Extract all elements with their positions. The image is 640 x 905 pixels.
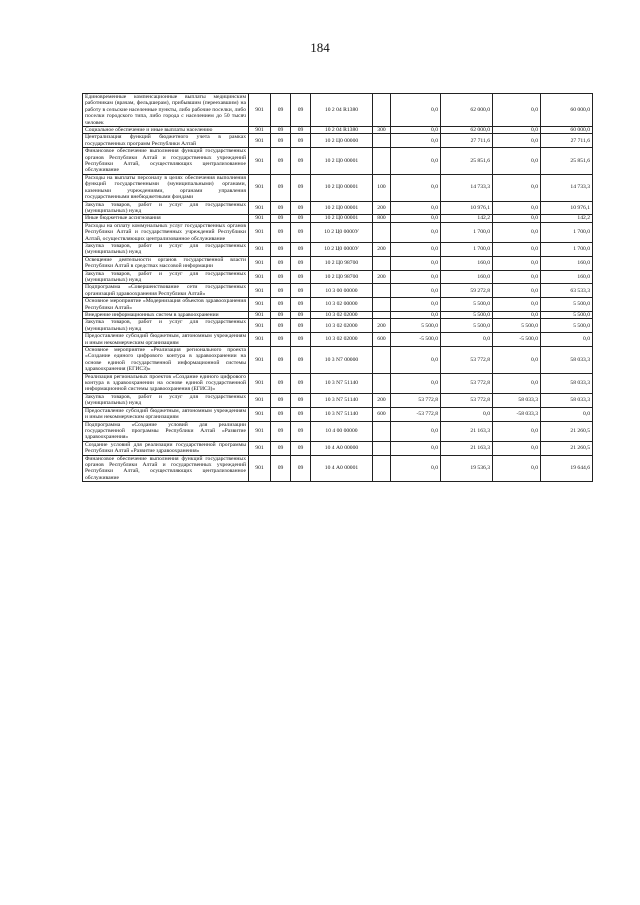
row-target-article-cell: 10 2 Ц0 0000У: [311, 242, 373, 256]
row-name-cell: Реализация региональных проектов «Создание единого цифрового контура в здравоохранении на основе единой государственной информационной системы здравоохранения (ЕГИСЗ)»: [83, 373, 249, 393]
row-expense-type-cell: 200: [373, 270, 391, 284]
row-name-cell: Расходы на выплаты персоналу в целях обеспечения выполнения функций государственными (муниципальными) органами, казенными учреждениями, органами управления государственными внебюджетными фондами: [83, 174, 249, 201]
row-amount-year1-cell: 1 700,0: [441, 222, 493, 242]
row-grbs-cell: 901: [249, 393, 271, 407]
row-change-year1-cell: 0,0: [391, 347, 441, 374]
table-row: [83, 441, 593, 455]
row-name-cell: Социальное обеспечение и иные выплаты населению: [83, 127, 249, 134]
row-name-cell: Закупка товаров, работ и услуг для государственных (муниципальных) нужд: [83, 319, 249, 333]
row-grbs-cell: 901: [249, 134, 271, 148]
row-expense-type-cell: 100: [373, 174, 391, 201]
row-change-year2-cell: 0,0: [493, 284, 541, 298]
row-grbs-cell: 901: [249, 201, 271, 215]
row-section-cell: 09: [271, 333, 291, 347]
row-amount-year1-cell: 0,0: [441, 333, 493, 347]
table-body: [83, 94, 593, 482]
row-expense-type-cell: [373, 421, 391, 441]
table-row: [83, 148, 593, 175]
row-subsection-cell: 09: [291, 242, 311, 256]
row-change-year1-cell: 0,0: [391, 312, 441, 319]
row-change-year2-cell: 0,0: [493, 201, 541, 215]
row-section-cell: 09: [271, 242, 291, 256]
row-amount-year2-cell: 21 260,5: [541, 441, 593, 455]
row-section-cell: 09: [271, 312, 291, 319]
row-name-cell: Основное мероприятие «Реализация регионального проекта «Создание единого цифрового контура в здравоохранении на основе единой государственной информационной системы здравоохранения (ЕГИСЗ)»: [83, 347, 249, 374]
row-section-cell: 09: [271, 201, 291, 215]
table-row: [83, 94, 593, 127]
row-change-year1-cell: 0,0: [391, 242, 441, 256]
row-expense-type-cell: 600: [373, 407, 391, 421]
row-name-cell: Подпрограмма «Создание условий для реализации государственной программы Республики Алтай «Развитие здравоохранения»: [83, 421, 249, 441]
row-target-article-cell: 10 2 Ц0 00000: [311, 134, 373, 148]
row-amount-year1-cell: 53 772,8: [441, 393, 493, 407]
row-name-cell: Закупка товаров, работ и услуг для государственных (муниципальных) нужд: [83, 393, 249, 407]
budget-table: [82, 93, 593, 482]
row-subsection-cell: 09: [291, 421, 311, 441]
row-name-cell: Единовременные компенсационные выплаты медицинским работникам (врачам, фельдшерам), прибывшим (переехавшим) на работу в сельские населенные пункты, либо рабочие поселки, либо поселки городского типа, либо города с населением до 50 тысяч человек: [83, 94, 249, 127]
row-expense-type-cell: [373, 441, 391, 455]
row-section-cell: 09: [271, 94, 291, 127]
row-target-article-cell: 10 4 00 00000: [311, 421, 373, 441]
row-change-year2-cell: 0,0: [493, 174, 541, 201]
row-target-article-cell: 10 3 N7 00000: [311, 347, 373, 374]
row-section-cell: 09: [271, 347, 291, 374]
table-row: [83, 319, 593, 333]
table-row: [83, 455, 593, 482]
row-amount-year1-cell: 21 163,3: [441, 441, 493, 455]
row-expense-type-cell: [373, 284, 391, 298]
row-target-article-cell: 10 2 Ц0 98700: [311, 270, 373, 284]
row-amount-year2-cell: 160,0: [541, 256, 593, 270]
row-section-cell: 09: [271, 298, 291, 312]
row-grbs-cell: 901: [249, 407, 271, 421]
row-name-cell: Закупка товаров, работ и услуг для государственных (муниципальных) нужд: [83, 201, 249, 215]
row-name-cell: Создание условий для реализации государственной программы Республики Алтай «Развитие здравоохранения»: [83, 441, 249, 455]
row-amount-year1-cell: 62 000,0: [441, 127, 493, 134]
row-change-year1-cell: 0,0: [391, 455, 441, 482]
row-subsection-cell: 09: [291, 256, 311, 270]
row-grbs-cell: 901: [249, 94, 271, 127]
row-change-year1-cell: 53 772,8: [391, 393, 441, 407]
row-change-year2-cell: -58 033,3: [493, 407, 541, 421]
row-change-year1-cell: 0,0: [391, 284, 441, 298]
row-grbs-cell: 901: [249, 270, 271, 284]
table-row: [83, 270, 593, 284]
row-change-year1-cell: 0,0: [391, 373, 441, 393]
row-expense-type-cell: 200: [373, 319, 391, 333]
row-section-cell: 09: [271, 373, 291, 393]
row-amount-year2-cell: 60 000,0: [541, 94, 593, 127]
row-change-year1-cell: 0,0: [391, 256, 441, 270]
row-grbs-cell: 901: [249, 127, 271, 134]
row-grbs-cell: 901: [249, 174, 271, 201]
row-change-year1-cell: -53 772,8: [391, 407, 441, 421]
table-row: [83, 256, 593, 270]
table-row: [83, 347, 593, 374]
row-amount-year1-cell: 160,0: [441, 256, 493, 270]
row-expense-type-cell: [373, 455, 391, 482]
row-change-year2-cell: 0,0: [493, 222, 541, 242]
row-name-cell: Закупка товаров, работ и услуг для государственных (муниципальных) нужд: [83, 270, 249, 284]
row-amount-year2-cell: 5 500,0: [541, 312, 593, 319]
row-grbs-cell: 901: [249, 215, 271, 222]
row-change-year1-cell: 0,0: [391, 148, 441, 175]
row-section-cell: 09: [271, 407, 291, 421]
table-row: [83, 222, 593, 242]
row-target-article-cell: 10 2 04 R1380: [311, 127, 373, 134]
row-amount-year2-cell: 0,0: [541, 407, 593, 421]
row-subsection-cell: 09: [291, 148, 311, 175]
row-subsection-cell: 09: [291, 284, 311, 298]
table-row: [83, 134, 593, 148]
row-amount-year1-cell: 27 711,6: [441, 134, 493, 148]
row-grbs-cell: 901: [249, 284, 271, 298]
row-section-cell: 09: [271, 284, 291, 298]
row-change-year2-cell: 0,0: [493, 312, 541, 319]
row-name-cell: Освещение деятельности органов государственной власти Республики Алтай в средствах массовой информации: [83, 256, 249, 270]
row-name-cell: Финансовое обеспечение выполнения функций государственных органов Республики Алтай и государственных учреждений Республики Алтай, осуществляющих централизованное обслуживание: [83, 455, 249, 482]
row-subsection-cell: 09: [291, 373, 311, 393]
row-grbs-cell: 901: [249, 333, 271, 347]
row-section-cell: 09: [271, 148, 291, 175]
row-section-cell: 09: [271, 134, 291, 148]
row-change-year2-cell: 0,0: [493, 455, 541, 482]
page-number: 184: [310, 40, 330, 55]
row-grbs-cell: 901: [249, 148, 271, 175]
row-subsection-cell: 09: [291, 174, 311, 201]
row-grbs-cell: 901: [249, 347, 271, 374]
row-section-cell: 09: [271, 319, 291, 333]
row-name-cell: Централизация функций бюджетного учета в рамках государственных программ Республики Алтай: [83, 134, 249, 148]
row-change-year1-cell: 5 500,0: [391, 319, 441, 333]
row-amount-year1-cell: 21 163,3: [441, 421, 493, 441]
table-row: [83, 421, 593, 441]
row-amount-year1-cell: 5 500,0: [441, 312, 493, 319]
row-grbs-cell: 901: [249, 312, 271, 319]
row-grbs-cell: 901: [249, 298, 271, 312]
row-name-cell: Расходы на оплату коммунальных услуг государственных органов Республики Алтай и государственных учреждений Республики Алтай, осуществляющих централизованное обслуживание: [83, 222, 249, 242]
row-amount-year2-cell: 58 033,3: [541, 373, 593, 393]
row-target-article-cell: 10 3 N7 51140: [311, 393, 373, 407]
row-name-cell: Закупка товаров, работ и услуг для государственных (муниципальных) нужд: [83, 242, 249, 256]
table-row: [83, 284, 593, 298]
row-change-year2-cell: 0,0: [493, 270, 541, 284]
row-section-cell: 09: [271, 222, 291, 242]
row-expense-type-cell: 200: [373, 242, 391, 256]
row-amount-year2-cell: 27 711,6: [541, 134, 593, 148]
row-subsection-cell: 09: [291, 298, 311, 312]
row-subsection-cell: 09: [291, 393, 311, 407]
row-subsection-cell: 09: [291, 319, 311, 333]
row-subsection-cell: 09: [291, 94, 311, 127]
row-target-article-cell: 10 2 Ц0 00001: [311, 148, 373, 175]
row-target-article-cell: 10 3 02 00000: [311, 298, 373, 312]
row-target-article-cell: 10 2 Ц0 00001: [311, 174, 373, 201]
row-change-year1-cell: 0,0: [391, 127, 441, 134]
table-row: [83, 373, 593, 393]
row-name-cell: Финансовое обеспечение выполнения функций государственных органов Республики Алтай и государственных учреждений Республики Алтай, осуществляющих централизованное обслуживание: [83, 148, 249, 175]
table-row: [83, 215, 593, 222]
row-name-cell: Основное мероприятие «Модернизация объектов здравоохранения Республики Алтай»: [83, 298, 249, 312]
row-amount-year1-cell: 62 000,0: [441, 94, 493, 127]
row-expense-type-cell: [373, 298, 391, 312]
table-row: [83, 242, 593, 256]
row-amount-year2-cell: 160,0: [541, 270, 593, 284]
row-amount-year1-cell: 25 851,6: [441, 148, 493, 175]
table-row: [83, 393, 593, 407]
row-subsection-cell: 09: [291, 441, 311, 455]
row-target-article-cell: 10 2 Ц0 00001: [311, 215, 373, 222]
row-subsection-cell: 09: [291, 127, 311, 134]
row-target-article-cell: 10 2 04 R1380: [311, 94, 373, 127]
row-amount-year1-cell: 0,0: [441, 407, 493, 421]
row-target-article-cell: 10 3 02 02000: [311, 333, 373, 347]
row-amount-year2-cell: 19 644,6: [541, 455, 593, 482]
row-change-year2-cell: 0,0: [493, 242, 541, 256]
row-section-cell: 09: [271, 215, 291, 222]
row-grbs-cell: 901: [249, 256, 271, 270]
row-expense-type-cell: [373, 134, 391, 148]
row-change-year1-cell: 0,0: [391, 222, 441, 242]
row-amount-year2-cell: 63 533,3: [541, 284, 593, 298]
row-subsection-cell: 09: [291, 222, 311, 242]
row-amount-year1-cell: 1 700,0: [441, 242, 493, 256]
row-section-cell: 09: [271, 455, 291, 482]
row-change-year1-cell: 0,0: [391, 421, 441, 441]
row-change-year2-cell: 0,0: [493, 127, 541, 134]
row-change-year2-cell: -5 500,0: [493, 333, 541, 347]
row-amount-year2-cell: 1 700,0: [541, 222, 593, 242]
row-change-year1-cell: 0,0: [391, 174, 441, 201]
row-change-year1-cell: 0,0: [391, 441, 441, 455]
row-change-year2-cell: 0,0: [493, 347, 541, 374]
row-target-article-cell: 10 2 Ц0 00001: [311, 201, 373, 215]
row-amount-year1-cell: 10 976,1: [441, 201, 493, 215]
row-target-article-cell: 10 3 00 00000: [311, 284, 373, 298]
row-subsection-cell: 09: [291, 407, 311, 421]
row-subsection-cell: 09: [291, 201, 311, 215]
row-target-article-cell: 10 2 Ц0 98700: [311, 256, 373, 270]
row-target-article-cell: 10 3 N7 51140: [311, 373, 373, 393]
row-change-year2-cell: 58 033,3: [493, 393, 541, 407]
row-expense-type-cell: [373, 222, 391, 242]
row-section-cell: 09: [271, 421, 291, 441]
row-name-cell: Внедрение информационных систем в здравоохранении: [83, 312, 249, 319]
row-expense-type-cell: [373, 347, 391, 374]
row-expense-type-cell: [373, 94, 391, 127]
row-change-year1-cell: 0,0: [391, 270, 441, 284]
table-row: [83, 201, 593, 215]
row-grbs-cell: 901: [249, 242, 271, 256]
row-subsection-cell: 09: [291, 333, 311, 347]
row-subsection-cell: 09: [291, 134, 311, 148]
row-target-article-cell: 10 4 А0 00000: [311, 441, 373, 455]
row-change-year2-cell: 0,0: [493, 94, 541, 127]
row-amount-year1-cell: 160,0: [441, 270, 493, 284]
row-change-year2-cell: 0,0: [493, 298, 541, 312]
row-amount-year2-cell: 58 033,3: [541, 393, 593, 407]
row-change-year2-cell: 0,0: [493, 373, 541, 393]
row-change-year2-cell: 0,0: [493, 421, 541, 441]
row-grbs-cell: 901: [249, 421, 271, 441]
row-section-cell: 09: [271, 174, 291, 201]
row-amount-year1-cell: 53 772,8: [441, 347, 493, 374]
row-section-cell: 09: [271, 441, 291, 455]
row-grbs-cell: 901: [249, 373, 271, 393]
row-change-year1-cell: 0,0: [391, 215, 441, 222]
row-grbs-cell: 901: [249, 222, 271, 242]
row-amount-year1-cell: 5 500,0: [441, 319, 493, 333]
row-amount-year2-cell: 5 500,0: [541, 298, 593, 312]
row-target-article-cell: 10 3 N7 51140: [311, 407, 373, 421]
row-amount-year2-cell: 5 500,0: [541, 319, 593, 333]
row-grbs-cell: 901: [249, 441, 271, 455]
row-change-year2-cell: 0,0: [493, 215, 541, 222]
row-subsection-cell: 09: [291, 455, 311, 482]
row-amount-year2-cell: 14 733,3: [541, 174, 593, 201]
table-row: [83, 312, 593, 319]
table-row: [83, 127, 593, 134]
row-expense-type-cell: 800: [373, 215, 391, 222]
row-section-cell: 09: [271, 393, 291, 407]
row-subsection-cell: 09: [291, 215, 311, 222]
row-section-cell: 09: [271, 270, 291, 284]
row-expense-type-cell: [373, 256, 391, 270]
row-name-cell: Предоставление субсидий бюджетным, автономным учреждениям и иным некоммерческим организациям: [83, 407, 249, 421]
table-row: [83, 333, 593, 347]
row-change-year1-cell: 0,0: [391, 94, 441, 127]
row-expense-type-cell: [373, 373, 391, 393]
row-section-cell: 09: [271, 127, 291, 134]
row-amount-year1-cell: 59 272,8: [441, 284, 493, 298]
row-name-cell: Предоставление субсидий бюджетным, автономным учреждениям и иным некоммерческим организациям: [83, 333, 249, 347]
row-target-article-cell: 10 4 А0 00001: [311, 455, 373, 482]
row-target-article-cell: 10 3 02 02000: [311, 312, 373, 319]
row-target-article-cell: 10 3 02 02000: [311, 319, 373, 333]
row-change-year2-cell: 5 500,0: [493, 319, 541, 333]
row-expense-type-cell: [373, 312, 391, 319]
row-amount-year2-cell: 25 851,6: [541, 148, 593, 175]
row-expense-type-cell: [373, 148, 391, 175]
row-change-year1-cell: -5 500,0: [391, 333, 441, 347]
row-grbs-cell: 901: [249, 319, 271, 333]
row-expense-type-cell: 200: [373, 393, 391, 407]
row-expense-type-cell: 300: [373, 127, 391, 134]
row-change-year2-cell: 0,0: [493, 148, 541, 175]
row-grbs-cell: 901: [249, 455, 271, 482]
row-amount-year2-cell: 142,2: [541, 215, 593, 222]
row-expense-type-cell: 200: [373, 201, 391, 215]
row-amount-year1-cell: 53 772,8: [441, 373, 493, 393]
row-target-article-cell: 10 2 Ц0 0000У: [311, 222, 373, 242]
table-row: [83, 407, 593, 421]
row-amount-year2-cell: 10 976,1: [541, 201, 593, 215]
row-change-year2-cell: 0,0: [493, 441, 541, 455]
row-amount-year2-cell: 60 000,0: [541, 127, 593, 134]
row-amount-year2-cell: 0,0: [541, 333, 593, 347]
row-amount-year2-cell: 1 700,0: [541, 242, 593, 256]
table-row: [83, 174, 593, 201]
row-amount-year2-cell: 58 033,3: [541, 347, 593, 374]
row-change-year1-cell: 0,0: [391, 298, 441, 312]
row-change-year2-cell: 0,0: [493, 134, 541, 148]
row-subsection-cell: 09: [291, 312, 311, 319]
row-amount-year1-cell: 5 500,0: [441, 298, 493, 312]
row-name-cell: Иные бюджетные ассигнования: [83, 215, 249, 222]
row-section-cell: 09: [271, 256, 291, 270]
row-amount-year2-cell: 21 260,5: [541, 421, 593, 441]
row-subsection-cell: 09: [291, 347, 311, 374]
table-row: [83, 298, 593, 312]
row-subsection-cell: 09: [291, 270, 311, 284]
row-name-cell: Подпрограмма «Совершенствование сети государственных организаций здравоохранения Республики Алтай»: [83, 284, 249, 298]
row-amount-year1-cell: 19 536,3: [441, 455, 493, 482]
row-amount-year1-cell: 14 733,3: [441, 174, 493, 201]
row-change-year2-cell: 0,0: [493, 256, 541, 270]
row-expense-type-cell: 600: [373, 333, 391, 347]
row-change-year1-cell: 0,0: [391, 201, 441, 215]
row-change-year1-cell: 0,0: [391, 134, 441, 148]
row-amount-year1-cell: 142,2: [441, 215, 493, 222]
